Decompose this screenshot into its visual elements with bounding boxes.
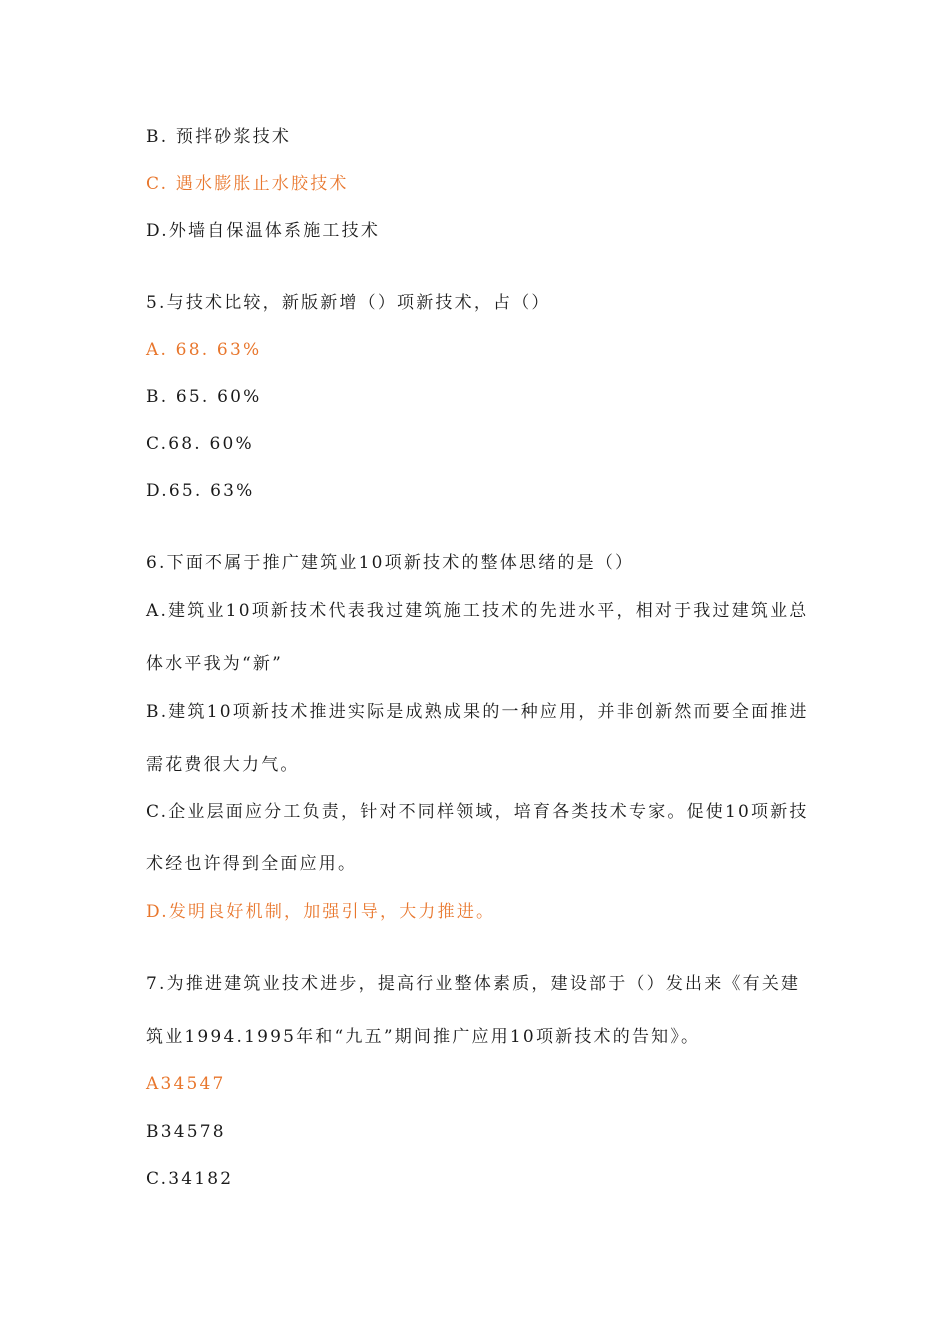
q5-option-a-answer: A. 68. 63%: [146, 340, 262, 360]
q5-option-b: B. 65. 60%: [146, 387, 262, 407]
q6-question: 6.下面不属于推广建筑业10项新技术的整体思绪的是（）: [146, 553, 635, 573]
q4-option-b: B. 预拌砂浆技术: [146, 127, 292, 147]
q7-question-line1: 7.为推进建筑业技术进步，提高行业整体素质，建设部于（）发出来《有关建: [146, 974, 801, 994]
q6-option-c-line1: C.企业层面应分工负责，针对不同样领域，培育各类技术专家。促使10项新技: [146, 802, 809, 822]
q4-option-d: D.外墙自保温体系施工技术: [146, 221, 381, 241]
q7-option-c: C.34182: [146, 1169, 234, 1189]
q7-option-b: B34578: [146, 1122, 226, 1142]
q7-question-line2: 筑业1994.1995年和“九五”期间推广应用10项新技术的告知》。: [146, 1027, 701, 1047]
q6-option-a-line1: A.建筑业10项新技术代表我过建筑施工技术的先进水平，相对于我过建筑业总: [146, 601, 809, 621]
q5-option-d: D.65. 63%: [146, 481, 255, 501]
q6-option-c-line2: 术经也许得到全面应用。: [146, 854, 358, 874]
q5-option-c: C.68. 60%: [146, 434, 254, 454]
q6-option-b-line1: B.建筑10项新技术推进实际是成熟成果的一种应用，并非创新然而要全面推进: [146, 702, 809, 722]
q6-option-a-line2: 体水平我为“新”: [146, 654, 283, 674]
q6-option-b-line2: 需花费很大力气。: [146, 755, 300, 775]
q4-option-c-answer: C. 遇水膨胀止水胶技术: [146, 174, 349, 194]
q5-question: 5.与技术比较，新版新增（）项新技术，占（）: [146, 293, 551, 313]
q6-option-d-answer: D.发明良好机制，加强引导，大力推进。: [146, 902, 496, 922]
q7-option-a-answer: A34547: [146, 1074, 226, 1094]
